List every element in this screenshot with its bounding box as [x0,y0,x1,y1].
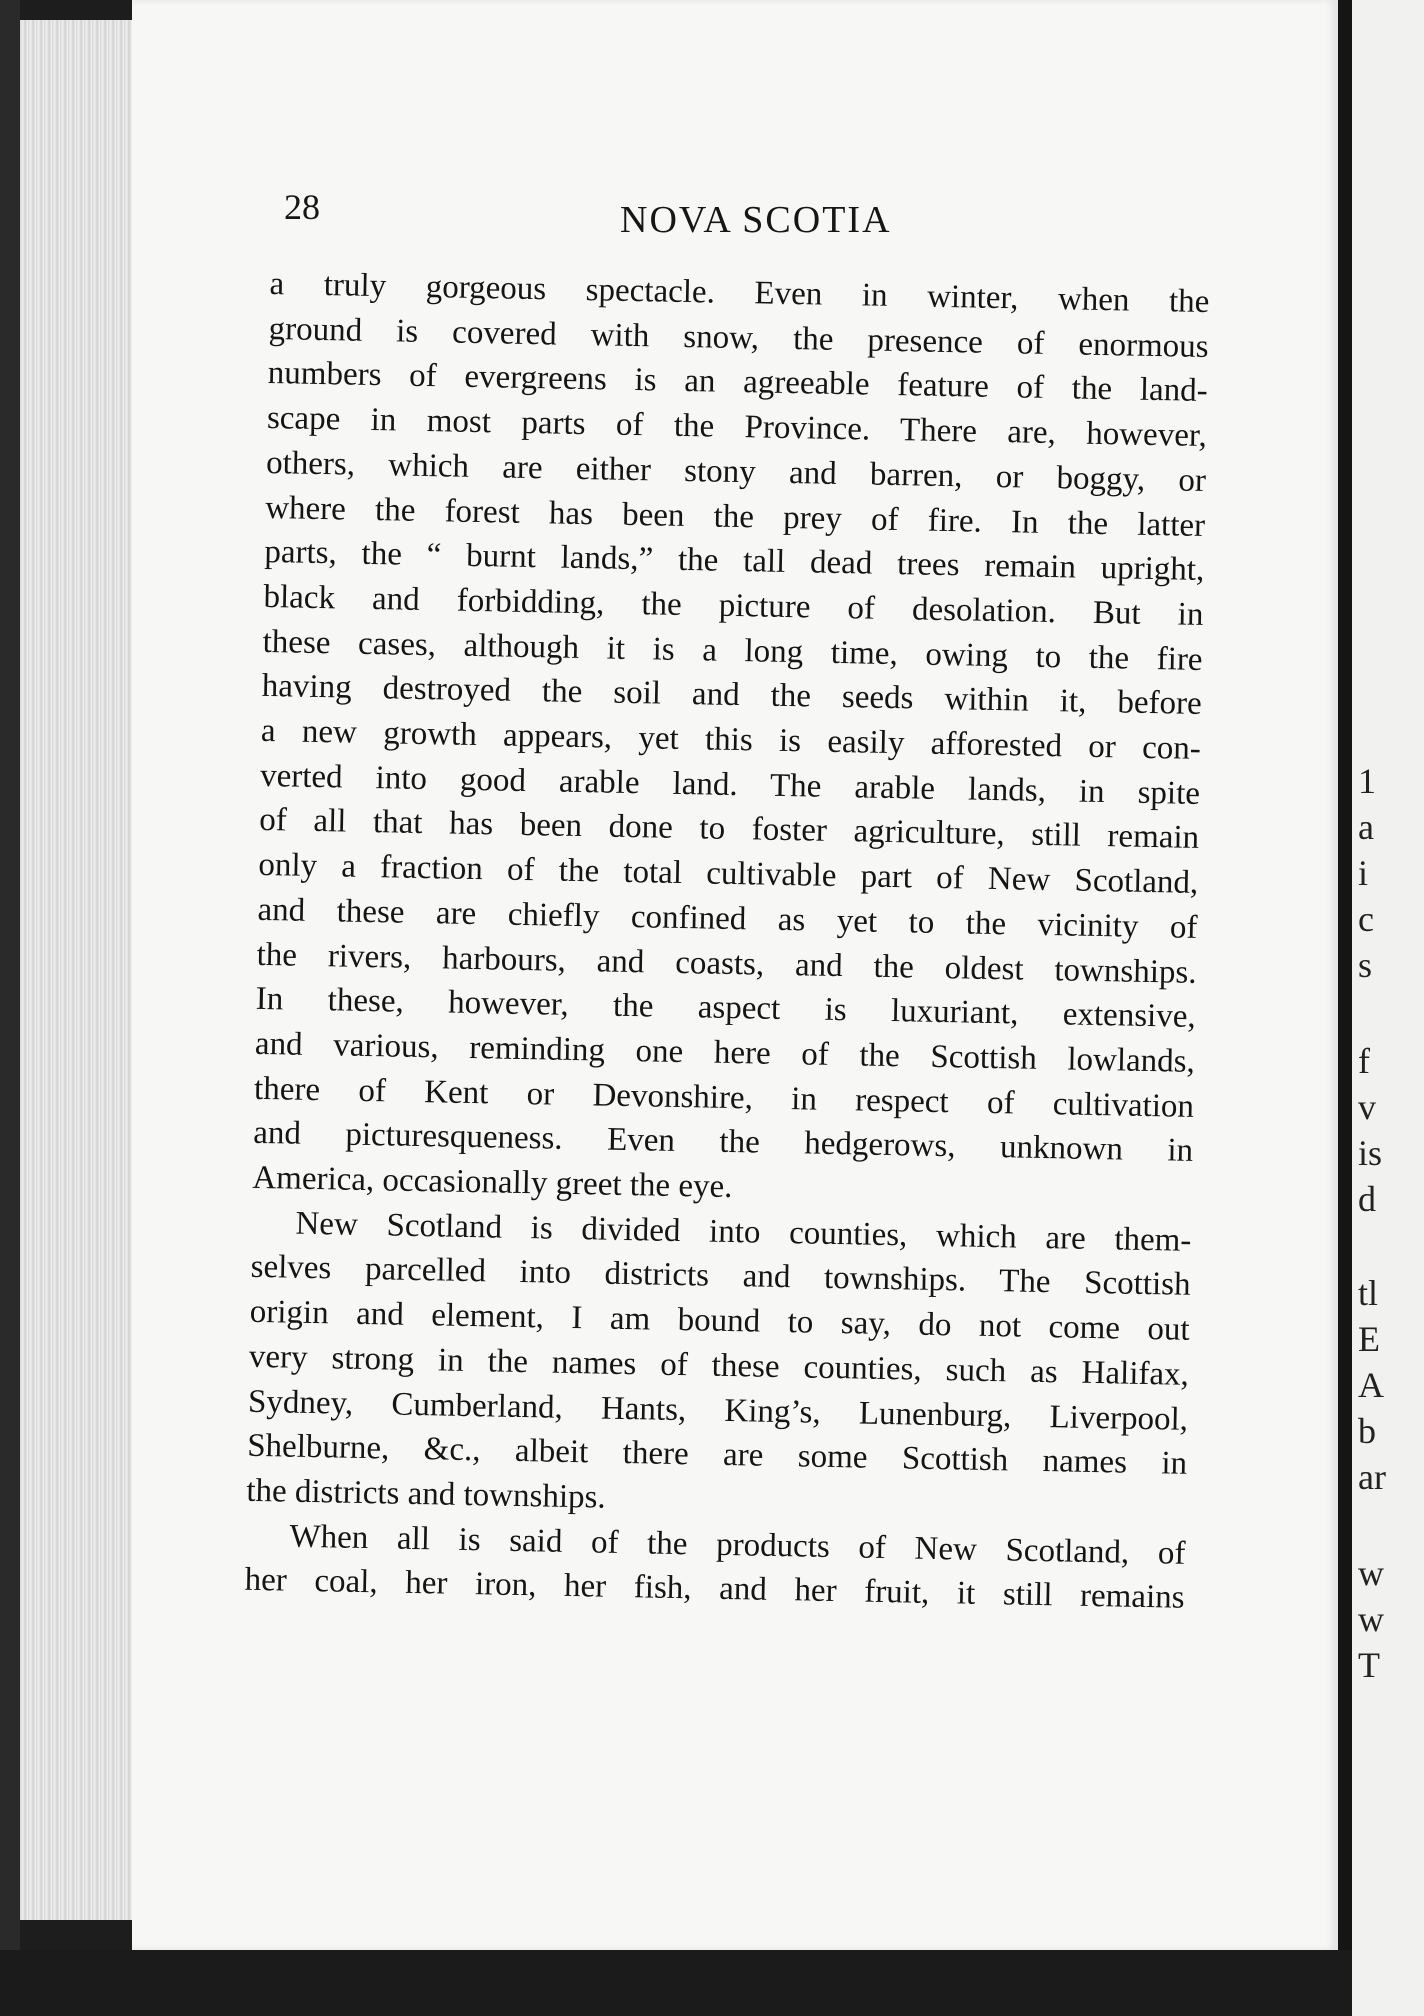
facing-page [1352,0,1424,2016]
facing-page-fragment: A [1358,1365,1384,1405]
text-line: and picturesqueness. Even the hedgerows, unknown in [252,1115,1194,1170]
text-line: Sydney, Cumberland, Hants, King’s, Lunenburg, Liverpool, [247,1383,1189,1438]
text-line: of all that has been done to foster agriculture, still remain [258,802,1200,857]
facing-page-fragment: w [1358,1553,1384,1593]
facing-page-fragment: d [1358,1179,1376,1219]
facing-page-fragment: 1 [1358,761,1376,801]
text-line: where the forest has been the prey of fire. In the latter [264,489,1206,544]
text-line: a new growth appears, yet this is easily afforested or con- [260,712,1202,767]
facing-page-fragment: w [1358,1599,1384,1639]
text-line: New Scotland is divided into counties, which are them- [295,1205,1192,1259]
page-block-edge [20,20,133,1920]
text-line: these cases, although it is a long time, owing to the fire [262,623,1203,678]
facing-page-fragment: b [1358,1411,1376,1451]
text-line: others, which are either stony and barren, or boggy, or [265,444,1207,499]
book-spine-edge [0,0,20,2016]
text-line: the rivers, harbours, and coasts, and the oldest townships. [256,936,1197,991]
facing-page-fragment: c [1358,899,1374,939]
text-line: In these, however, the aspect is luxuriant, extensive, [255,981,1197,1036]
running-head: NOVA SCOTIA [620,199,892,241]
text-line: Shelburne, &c., albeit there are some Scottish names in [246,1428,1188,1483]
text-line: only a fraction of the total cultivable part of New Scotland, [258,847,1199,902]
text-line: America, occasionally greet the eye. [252,1159,733,1206]
text-line: numbers of evergreens is an agreeable feature of the land- [267,355,1209,410]
facing-page-fragment: i [1358,853,1369,893]
text-line: and various, reminding one here of the Scottish lowlands, [254,1025,1196,1080]
facing-page-fragment: f [1358,1041,1370,1081]
text-line: selves parcelled into districts and townships. The Scottish [250,1249,1191,1304]
text-line: very strong in the names of these counties, such as Halifax, [248,1338,1190,1393]
body-text [244,262,1210,1621]
text-line: scape in most parts of the Province. There are, however, [266,400,1208,455]
text-line: black and forbidding, the picture of desolation. But in [263,578,1204,633]
book-gutter [1338,0,1352,2016]
text-line: parts, the “ burnt lands,” the tall dead trees remain upright, [264,534,1205,589]
text-line: having destroyed the soil and the seeds within it, before [261,668,1203,723]
text-line: verted into good arable land. The arable lands, in spite [259,757,1201,812]
text-line: the districts and townships. [246,1472,606,1516]
facing-page-fragment: a [1358,807,1374,847]
facing-page-fragment: tl [1358,1273,1379,1313]
text-line: ground is covered with snow, the presence of enormous [268,310,1209,365]
text-line: her coal, her iron, her fish, and her fruit, it still remains [244,1562,1185,1617]
facing-page-fragment: E [1358,1319,1380,1359]
facing-page-fragment: T [1358,1645,1380,1685]
page-number: 28 [284,187,320,227]
facing-page-fragment: ar [1358,1457,1386,1497]
facing-page-fragment: s [1358,945,1373,985]
text-line: a truly gorgeous spectacle. Even in winter, when the [269,265,1210,321]
text-line: and these are chiefly confined as yet to the vicinity of [257,891,1198,946]
text-line: there of Kent or Devonshire, in respect of cultivation [253,1070,1195,1125]
text-line: origin and element, I am bound to say, do not come out [249,1293,1191,1349]
scan-background [0,1950,1352,2016]
text-line: When all is said of the products of New Scotland, of [289,1518,1186,1572]
facing-page-fragment: v [1358,1087,1376,1127]
facing-page-fragment: is [1358,1133,1383,1173]
